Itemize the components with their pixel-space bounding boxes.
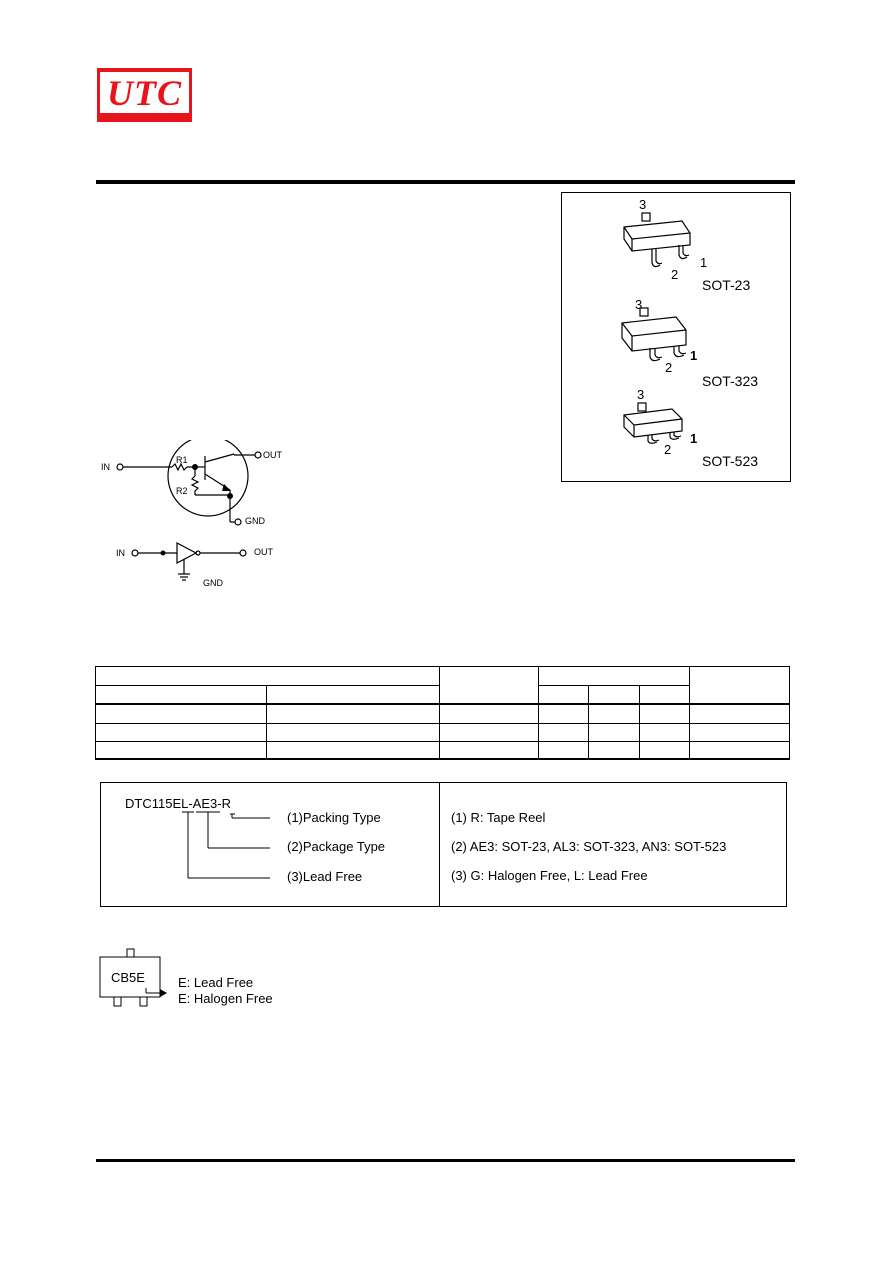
logo-text: UTC (107, 72, 182, 113)
part-number-divider (439, 782, 440, 907)
sot523-drawing (624, 403, 682, 443)
sot323-pin2: 2 (665, 360, 673, 375)
circuit-r2-label: R2 (176, 486, 188, 496)
part-number-code: DTC115EL-AE3-R (125, 796, 231, 811)
marking-code: CB5E (111, 970, 145, 985)
sot323-label: SOT-323 (702, 373, 759, 389)
pn-note-lead-free: (3) G: Halogen Free, L: Lead Free (451, 868, 648, 883)
sot523-pin2: 2 (664, 442, 672, 457)
sot23-pin3: 3 (639, 197, 647, 212)
sot323-pin1: 1 (690, 348, 698, 363)
inverter-out-label: OUT (254, 547, 273, 557)
sot323-pin3: 3 (635, 297, 643, 312)
circuit-in-label: IN (101, 462, 110, 472)
inverter-in-label: IN (116, 548, 125, 558)
pn-field-package: (2)Package Type (287, 839, 386, 854)
inverter-gnd-label: GND (203, 578, 223, 588)
pn-note-packing: (1) R: Tape Reel (451, 810, 546, 825)
circuit-out-label: OUT (263, 450, 282, 460)
ordering-table (95, 666, 791, 762)
sot23-drawing (624, 213, 690, 267)
sot23-pin2: 2 (671, 267, 679, 282)
logo-inner (100, 72, 189, 113)
package-box (561, 192, 791, 482)
top-rule (96, 180, 795, 184)
pn-field-lead-free: (3)Lead Free (287, 869, 363, 884)
marking-legend-halogen-free: E: Halogen Free (178, 991, 273, 1006)
pn-field-packing: (1)Packing Type (287, 810, 381, 825)
utc-logo (97, 68, 192, 122)
sot523-pin1: 1 (690, 431, 698, 446)
marking-legend-lead-free: E: Lead Free (178, 975, 254, 990)
pn-note-package: (2) AE3: SOT-23, AL3: SOT-323, AN3: SOT-523 (451, 839, 727, 854)
circuit-r1-label: R1 (176, 455, 188, 465)
bottom-rule (96, 1159, 795, 1162)
sot523-label: SOT-523 (702, 453, 759, 469)
sot23-label: SOT-23 (702, 277, 751, 293)
sot23-pin1: 1 (700, 255, 708, 270)
sot323-drawing (622, 308, 686, 361)
circuit-gnd-label: GND (245, 516, 265, 526)
package-drawings (562, 193, 792, 483)
part-number-leaders (180, 810, 290, 885)
sot523-pin3: 3 (637, 387, 645, 402)
